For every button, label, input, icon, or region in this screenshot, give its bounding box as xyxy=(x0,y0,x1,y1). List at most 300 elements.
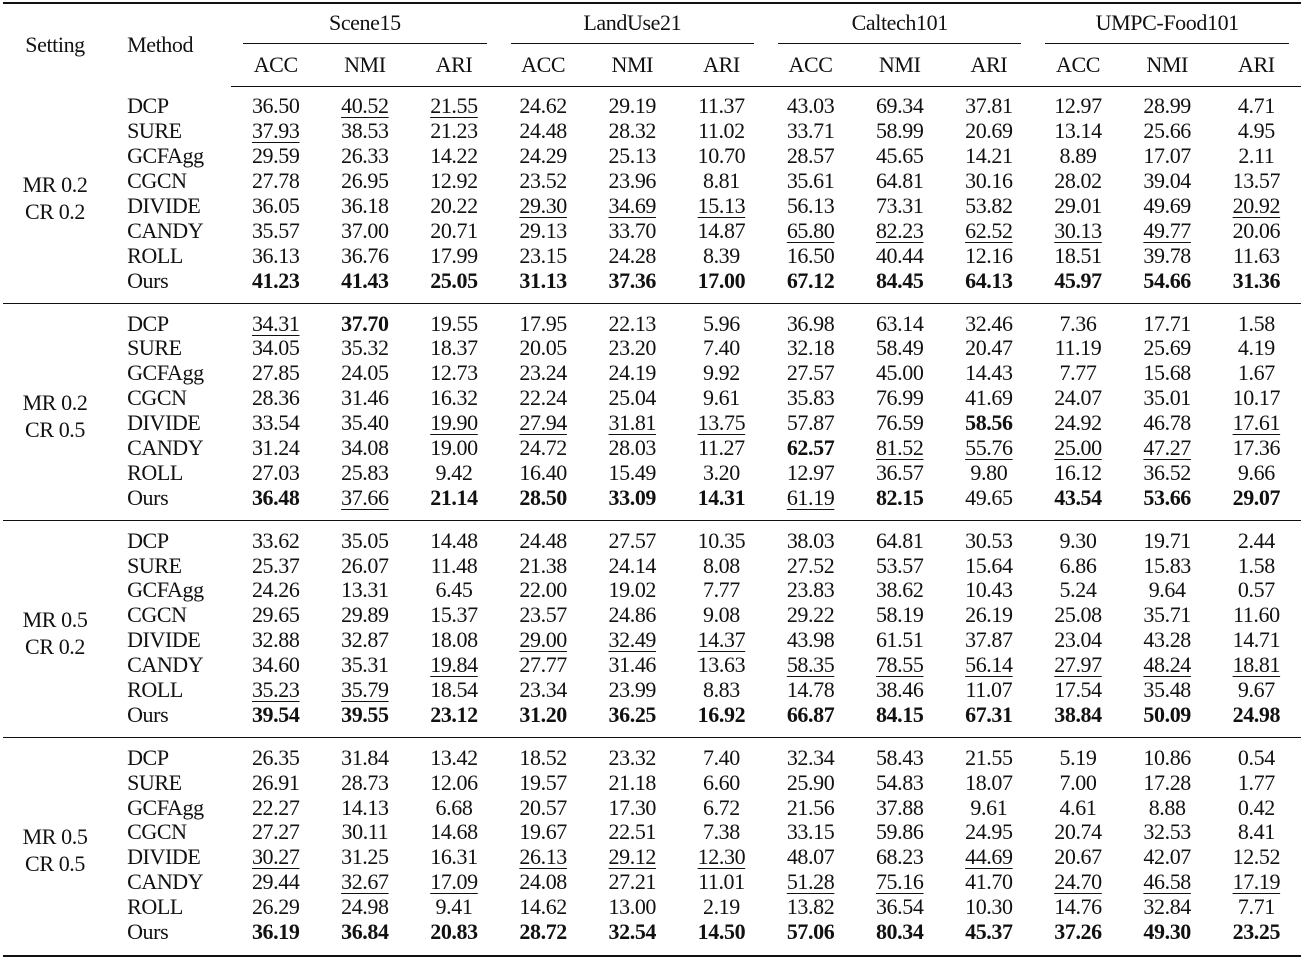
value-text: 10.86 xyxy=(1143,744,1191,770)
value-cell xyxy=(1033,603,1122,628)
value-text: 16.50 xyxy=(786,242,835,268)
value-cell xyxy=(1123,870,1212,895)
value-text: 58.99 xyxy=(875,118,924,144)
method-cell: DCP xyxy=(127,744,169,770)
value-text: 36.19 xyxy=(251,919,300,945)
value-text: 21.14 xyxy=(430,484,478,510)
value-cell xyxy=(320,336,409,361)
value-cell xyxy=(855,845,944,870)
value-text: 28.73 xyxy=(341,769,389,795)
value-cell xyxy=(1123,361,1212,386)
value-text: 16.32 xyxy=(430,385,478,411)
value-cell xyxy=(499,603,588,628)
value-cell xyxy=(231,485,320,520)
value-text: 14.13 xyxy=(341,794,389,820)
value-text: 35.61 xyxy=(786,168,835,194)
value-cell xyxy=(1033,870,1122,895)
value-text: 17.54 xyxy=(1054,677,1102,703)
value-cell xyxy=(1212,87,1301,119)
value-cell xyxy=(766,304,855,336)
value-cell xyxy=(677,87,766,119)
value-cell xyxy=(677,485,766,520)
value-text: 22.24 xyxy=(519,385,567,411)
value-cell xyxy=(766,243,855,268)
value-cell xyxy=(231,218,320,243)
value-cell xyxy=(1212,795,1301,820)
value-cell xyxy=(1212,895,1301,920)
value-text: 16.31 xyxy=(430,844,478,870)
value-text: 37.26 xyxy=(1054,919,1102,945)
value-cell xyxy=(766,411,855,436)
value-cell xyxy=(855,268,944,303)
value-text: 17.28 xyxy=(1143,769,1191,795)
value-cell xyxy=(1212,144,1301,169)
value-cell xyxy=(499,702,588,737)
value-cell xyxy=(1033,553,1122,578)
method-cell: SURE xyxy=(127,118,182,144)
value-cell xyxy=(1123,653,1212,678)
value-text: 67.12 xyxy=(786,267,835,293)
value-text: 26.35 xyxy=(251,744,300,770)
value-text: 58.49 xyxy=(875,335,924,361)
value-cell xyxy=(1123,770,1212,795)
value-cell xyxy=(231,553,320,578)
value-cell xyxy=(677,169,766,194)
value-cell xyxy=(320,553,409,578)
value-cell xyxy=(1212,702,1301,737)
value-text: 29.19 xyxy=(608,93,657,119)
value-cell xyxy=(766,460,855,485)
value-text: 21.55 xyxy=(965,744,1013,770)
value-text: 24.08 xyxy=(519,869,567,895)
value-cell xyxy=(231,870,320,895)
value-cell xyxy=(677,144,766,169)
table-row xyxy=(3,144,1301,169)
value-text: 36.25 xyxy=(608,701,657,727)
value-cell xyxy=(588,304,677,336)
value-cell xyxy=(1033,485,1122,520)
value-text: 11.27 xyxy=(698,435,745,461)
value-text: 25.05 xyxy=(430,267,478,293)
value-cell xyxy=(499,820,588,845)
value-cell xyxy=(1033,243,1122,268)
value-cell xyxy=(320,243,409,268)
value-text: 57.06 xyxy=(786,919,835,945)
value-text: 7.38 xyxy=(702,819,740,845)
method-cell: SURE xyxy=(127,552,182,578)
value-text: 32.49 xyxy=(608,627,657,653)
value-text: 32.53 xyxy=(1143,819,1191,845)
value-cell xyxy=(1123,578,1212,603)
value-cell xyxy=(766,87,855,119)
value-text: 69.34 xyxy=(875,93,924,119)
value-text: 12.73 xyxy=(430,360,478,386)
value-text: 17.00 xyxy=(697,267,746,293)
method-cell: CGCN xyxy=(127,602,187,628)
value-cell xyxy=(409,485,498,520)
value-text: 37.88 xyxy=(875,794,924,820)
value-text: 9.41 xyxy=(435,894,473,920)
table-row xyxy=(3,119,1301,144)
value-cell xyxy=(1212,870,1301,895)
value-text: 32.88 xyxy=(251,627,300,653)
value-cell xyxy=(499,268,588,303)
value-cell xyxy=(677,243,766,268)
value-cell xyxy=(588,870,677,895)
value-text: 13.42 xyxy=(430,744,478,770)
value-cell xyxy=(1123,436,1212,461)
value-cell xyxy=(1123,243,1212,268)
setting-cell xyxy=(3,521,107,738)
value-cell xyxy=(231,169,320,194)
value-text: 40.52 xyxy=(341,93,389,119)
value-text: 7.40 xyxy=(702,744,740,770)
value-cell xyxy=(499,485,588,520)
value-text: 34.69 xyxy=(608,193,657,218)
table-row xyxy=(3,521,1301,553)
value-cell xyxy=(944,795,1033,820)
method-cell: DIVIDE xyxy=(127,410,201,436)
value-text: 9.08 xyxy=(702,602,740,628)
value-text: 23.20 xyxy=(608,335,657,361)
value-text: 38.62 xyxy=(875,577,924,603)
setting-block xyxy=(3,521,1301,738)
value-cell xyxy=(499,678,588,703)
value-cell xyxy=(1123,87,1212,119)
value-text: 49.69 xyxy=(1143,193,1191,218)
value-cell xyxy=(677,268,766,303)
value-text: 32.87 xyxy=(341,627,389,653)
value-text: 30.13 xyxy=(1054,217,1102,243)
table-row xyxy=(3,268,1301,303)
value-text: 12.97 xyxy=(1054,93,1102,119)
value-cell xyxy=(320,485,409,520)
table-row xyxy=(3,578,1301,603)
value-cell xyxy=(855,702,944,737)
value-text: 32.34 xyxy=(786,744,835,770)
method-cell: CANDY xyxy=(127,435,204,461)
value-cell xyxy=(1212,738,1301,770)
table-row xyxy=(3,653,1301,678)
value-text: 7.00 xyxy=(1059,769,1097,795)
value-text: 17.30 xyxy=(608,794,657,820)
value-cell xyxy=(1123,521,1212,553)
value-cell xyxy=(320,386,409,411)
value-text: 68.23 xyxy=(875,844,924,870)
dataset-header-umpc-food101 xyxy=(1033,3,1301,44)
value-cell xyxy=(499,436,588,461)
table-row xyxy=(3,795,1301,820)
value-cell xyxy=(1033,411,1122,436)
value-cell xyxy=(855,336,944,361)
value-text: 14.31 xyxy=(697,484,746,510)
value-text: 48.07 xyxy=(786,844,835,870)
table-row xyxy=(3,895,1301,920)
value-text: 13.57 xyxy=(1232,168,1281,194)
value-text: 16.92 xyxy=(697,701,746,727)
value-cell xyxy=(1033,386,1122,411)
value-cell xyxy=(320,578,409,603)
value-text: 73.31 xyxy=(875,193,924,218)
value-cell xyxy=(1212,436,1301,461)
value-text: 27.97 xyxy=(1054,652,1102,678)
value-cell xyxy=(944,578,1033,603)
value-text: 7.77 xyxy=(702,577,740,603)
value-text: 20.22 xyxy=(430,193,478,218)
value-cell xyxy=(1123,795,1212,820)
value-text: 43.54 xyxy=(1054,484,1102,510)
value-cell xyxy=(1123,144,1212,169)
value-text: 82.15 xyxy=(875,484,924,510)
value-text: 10.70 xyxy=(697,143,746,169)
value-cell xyxy=(409,169,498,194)
value-text: 11.02 xyxy=(698,118,745,144)
setting-line: MR 0.5 xyxy=(22,606,88,632)
value-text: 11.01 xyxy=(698,869,745,895)
value-cell xyxy=(1033,336,1122,361)
value-cell xyxy=(1033,87,1122,119)
value-cell xyxy=(588,702,677,737)
value-text: 6.86 xyxy=(1059,552,1097,578)
value-text: 4.95 xyxy=(1237,118,1275,144)
value-cell xyxy=(231,304,320,336)
value-cell xyxy=(677,521,766,553)
value-cell xyxy=(320,119,409,144)
value-cell xyxy=(766,603,855,628)
value-text: 24.29 xyxy=(519,143,567,169)
table-row xyxy=(3,336,1301,361)
value-cell xyxy=(1033,144,1122,169)
value-cell xyxy=(855,738,944,770)
value-text: 39.55 xyxy=(341,701,389,727)
value-text: 53.82 xyxy=(965,193,1013,218)
value-text: 29.12 xyxy=(608,844,657,870)
value-text: 58.56 xyxy=(965,410,1013,436)
value-cell xyxy=(1212,119,1301,144)
value-cell xyxy=(409,795,498,820)
value-cell xyxy=(1123,628,1212,653)
value-cell xyxy=(588,218,677,243)
value-cell xyxy=(320,702,409,737)
value-text: 41.69 xyxy=(965,385,1013,411)
value-text: 67.31 xyxy=(965,701,1013,727)
value-text: 43.98 xyxy=(786,627,835,653)
value-cell xyxy=(944,738,1033,770)
setting-block xyxy=(3,738,1301,956)
value-cell xyxy=(588,460,677,485)
value-cell xyxy=(499,460,588,485)
value-text: 9.66 xyxy=(1237,459,1275,485)
value-cell xyxy=(231,603,320,628)
value-cell xyxy=(1033,218,1122,243)
value-text: 13.75 xyxy=(697,410,746,436)
value-text: 27.94 xyxy=(519,410,567,436)
value-text: 24.72 xyxy=(519,435,567,461)
value-cell xyxy=(855,411,944,436)
value-cell xyxy=(766,169,855,194)
value-text: 21.38 xyxy=(519,552,567,578)
value-text: 7.36 xyxy=(1059,310,1097,336)
value-cell xyxy=(1033,795,1122,820)
value-cell xyxy=(1033,268,1122,303)
value-cell xyxy=(677,386,766,411)
table-row xyxy=(3,870,1301,895)
table-header xyxy=(3,3,1301,87)
value-text: 7.71 xyxy=(1237,894,1275,920)
value-text: 11.19 xyxy=(1054,335,1102,361)
value-text: 25.00 xyxy=(1054,435,1102,461)
value-text: 36.18 xyxy=(341,193,389,218)
value-text: 7.40 xyxy=(702,335,740,361)
value-cell xyxy=(320,144,409,169)
value-cell xyxy=(944,678,1033,703)
setting-cell xyxy=(3,304,107,521)
value-cell xyxy=(409,336,498,361)
value-cell xyxy=(409,603,498,628)
setting-line: MR 0.5 xyxy=(22,823,88,849)
value-cell xyxy=(1212,169,1301,194)
table-row xyxy=(3,738,1301,770)
value-text: 31.46 xyxy=(608,652,657,678)
value-text: 28.03 xyxy=(608,435,657,461)
value-text: 35.32 xyxy=(341,335,389,361)
value-text: 56.13 xyxy=(786,193,835,218)
value-text: 20.06 xyxy=(1232,217,1281,243)
value-cell xyxy=(409,920,498,956)
value-text: 43.28 xyxy=(1143,627,1191,653)
value-text: 13.31 xyxy=(341,577,389,603)
value-cell xyxy=(1123,678,1212,703)
value-text: 9.92 xyxy=(702,360,740,386)
value-cell xyxy=(766,521,855,553)
value-cell xyxy=(677,702,766,737)
setting-line: CR 0.2 xyxy=(25,199,85,225)
table-row xyxy=(3,411,1301,436)
value-text: 8.89 xyxy=(1059,143,1097,169)
dataset-label: UMPC-Food101 xyxy=(1045,10,1289,44)
value-text: 32.67 xyxy=(341,869,389,895)
value-text: 8.83 xyxy=(702,677,740,703)
value-text: 34.05 xyxy=(251,335,300,361)
value-cell xyxy=(677,460,766,485)
value-text: 6.68 xyxy=(435,794,473,820)
setting-line: CR 0.5 xyxy=(25,416,85,442)
value-text: 84.15 xyxy=(875,701,924,727)
value-cell xyxy=(409,895,498,920)
setting-block xyxy=(3,304,1301,521)
value-cell xyxy=(766,795,855,820)
value-text: 15.49 xyxy=(608,459,657,485)
value-cell xyxy=(1033,628,1122,653)
metric-header-ari: ARI xyxy=(677,44,766,87)
value-text: 28.99 xyxy=(1143,93,1191,119)
value-text: 9.42 xyxy=(435,459,473,485)
value-text: 11.48 xyxy=(430,552,478,578)
value-text: 9.61 xyxy=(702,385,740,411)
value-cell xyxy=(1212,920,1301,956)
value-cell xyxy=(944,169,1033,194)
value-cell xyxy=(588,268,677,303)
value-text: 29.22 xyxy=(786,602,835,628)
table-row xyxy=(3,87,1301,119)
value-cell xyxy=(588,194,677,219)
value-cell xyxy=(1123,268,1212,303)
value-text: 37.93 xyxy=(251,118,300,144)
dataset-label: LandUse21 xyxy=(511,10,754,44)
value-text: 36.52 xyxy=(1143,459,1191,485)
value-cell xyxy=(1212,243,1301,268)
value-cell xyxy=(944,653,1033,678)
value-text: 27.57 xyxy=(786,360,835,386)
value-text: 34.08 xyxy=(341,435,389,461)
setting-line: CR 0.2 xyxy=(25,633,85,659)
value-cell xyxy=(320,436,409,461)
value-cell xyxy=(766,920,855,956)
value-text: 12.52 xyxy=(1232,844,1281,870)
value-cell xyxy=(588,386,677,411)
value-text: 21.56 xyxy=(786,794,835,820)
value-cell xyxy=(231,678,320,703)
value-text: 54.83 xyxy=(875,769,924,795)
value-text: 10.35 xyxy=(697,527,746,553)
value-text: 23.34 xyxy=(519,677,567,703)
value-text: 8.88 xyxy=(1148,794,1186,820)
value-cell xyxy=(944,845,1033,870)
value-cell xyxy=(588,87,677,119)
value-text: 25.08 xyxy=(1054,602,1102,628)
value-text: 22.27 xyxy=(251,794,300,820)
value-cell xyxy=(320,845,409,870)
value-cell xyxy=(677,678,766,703)
value-cell xyxy=(499,119,588,144)
method-cell: CGCN xyxy=(127,168,187,194)
setting-cell xyxy=(3,87,107,304)
value-cell xyxy=(944,521,1033,553)
value-text: 36.48 xyxy=(251,484,300,510)
value-text: 10.30 xyxy=(965,894,1013,920)
value-cell xyxy=(499,845,588,870)
method-cell: CANDY xyxy=(127,869,204,895)
value-cell xyxy=(677,920,766,956)
value-text: 22.51 xyxy=(608,819,657,845)
value-cell xyxy=(1033,845,1122,870)
value-text: 14.21 xyxy=(965,143,1013,169)
value-text: 35.40 xyxy=(341,410,389,436)
value-cell xyxy=(855,895,944,920)
value-cell xyxy=(855,218,944,243)
value-text: 81.52 xyxy=(875,435,924,461)
value-text: 58.35 xyxy=(786,652,835,678)
value-cell xyxy=(766,578,855,603)
value-text: 25.69 xyxy=(1143,335,1191,361)
value-cell xyxy=(1212,336,1301,361)
value-cell xyxy=(231,578,320,603)
method-cell: GCFAgg xyxy=(127,143,204,169)
value-cell xyxy=(1123,119,1212,144)
value-cell xyxy=(1212,485,1301,520)
value-cell xyxy=(320,361,409,386)
method-cell: Ours xyxy=(127,267,169,293)
value-cell xyxy=(588,738,677,770)
value-text: 23.83 xyxy=(786,577,835,603)
value-text: 24.14 xyxy=(608,552,657,578)
table-row xyxy=(3,436,1301,461)
value-cell xyxy=(677,820,766,845)
value-text: 26.07 xyxy=(341,552,389,578)
value-text: 16.40 xyxy=(519,459,567,485)
value-text: 28.32 xyxy=(608,118,657,144)
value-text: 13.00 xyxy=(608,894,657,920)
